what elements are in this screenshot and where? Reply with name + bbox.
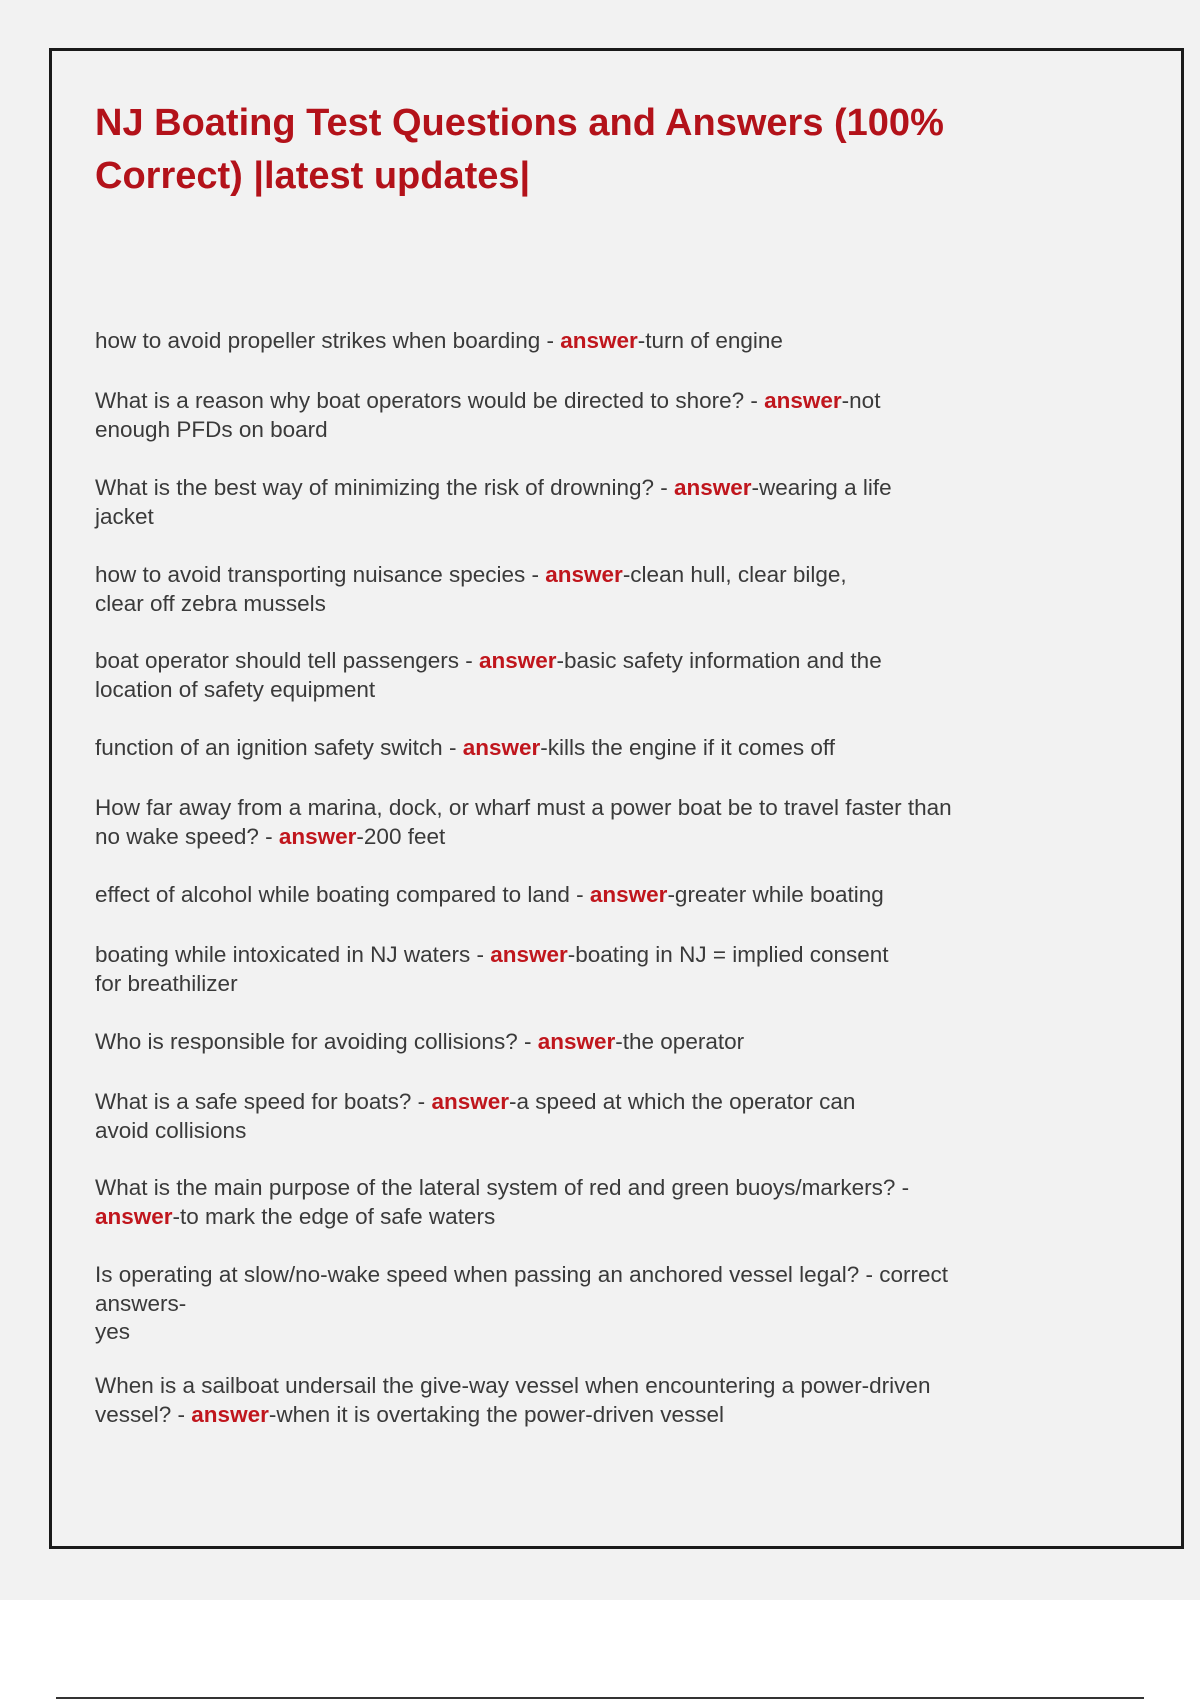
qa-line [95, 1261, 1075, 1290]
qa-item [95, 1174, 1075, 1231]
answer-keyword: answer [545, 562, 623, 587]
qa-line [95, 970, 1075, 999]
question-text: What is the main purpose of the lateral system of red and green buoys/markers? - [95, 1175, 910, 1200]
qa-item [95, 734, 1075, 763]
qa-line [95, 1203, 1075, 1232]
answer-text: -200 feet [356, 823, 446, 849]
question-text: how to avoid propeller strikes when boarding - [95, 328, 561, 353]
qa-item [95, 941, 1075, 998]
question-text: What is a reason why boat operators would be directed to shore? - [95, 388, 765, 413]
question-text: location of safety equipment [95, 676, 376, 702]
qa-item [95, 474, 1075, 531]
qa-line [95, 474, 1075, 503]
question-text: effect of alcohol while boating compared to land - [95, 882, 590, 907]
qa-item [95, 1088, 1075, 1145]
qa-item [95, 327, 1075, 356]
question-text: What is a safe speed for boats? - [95, 1089, 432, 1114]
qa-line [95, 941, 1075, 970]
qa-line [95, 1401, 1075, 1430]
question-text: for breathilizer [95, 970, 238, 996]
qa-line [95, 1174, 1075, 1203]
question-text: How far away from a marina, dock, or wharf must a power boat be to travel faster than [95, 795, 952, 820]
qa-line [95, 823, 1075, 852]
qa-line [95, 561, 1075, 590]
qa-line [95, 327, 1075, 356]
question-text: enough PFDs on board [95, 416, 328, 442]
question-text: answers- [95, 1290, 187, 1316]
answer-text: -basic safety information and the [556, 648, 882, 673]
question-text: vessel? - [95, 1401, 192, 1427]
answer-keyword: answer [560, 328, 638, 353]
qa-line [95, 794, 1075, 823]
answer-keyword: answer [95, 1203, 173, 1229]
question-text: no wake speed? - [95, 823, 279, 849]
question-text: Who is responsible for avoiding collisions? - [95, 1029, 538, 1054]
answer-text: -the operator [615, 1029, 745, 1054]
qa-line [95, 416, 1075, 445]
answer-keyword: answer [478, 648, 557, 673]
qa-item [95, 561, 1075, 618]
question-text: yes [95, 1319, 131, 1344]
qa-line [95, 647, 1075, 676]
answer-keyword: answer [191, 1401, 269, 1427]
qa-line [95, 1117, 1075, 1146]
qa-line [95, 1290, 1075, 1319]
answer-keyword: answer [490, 942, 568, 967]
qa-item [95, 1372, 1075, 1429]
qa-item [95, 794, 1075, 851]
answer-text: -kills the engine if it comes off [540, 735, 835, 760]
qa-line [95, 676, 1075, 705]
question-text: how to avoid transporting nuisance species - [95, 562, 546, 587]
qa-line [95, 1028, 1075, 1057]
footer-divider [56, 1697, 1144, 1699]
answer-text: -wearing a life [751, 475, 892, 500]
answer-keyword: answer [462, 735, 541, 760]
question-text: When is a sailboat undersail the give-way vessel when encountering a power-driven [95, 1373, 931, 1398]
answer-text: -when it is overtaking the power-driven vessel [268, 1401, 725, 1427]
answer-keyword: answer [589, 882, 668, 907]
question-text: clear off zebra mussels [95, 590, 326, 616]
qa-line [95, 1372, 1075, 1401]
qa-line [95, 590, 1075, 619]
answer-keyword: answer [278, 823, 357, 849]
question-text: boating while intoxicated in NJ waters - [95, 942, 491, 967]
qa-item [95, 1261, 1075, 1347]
answer-text: -clean hull, clear bilge, [622, 562, 847, 587]
qa-item [95, 881, 1075, 910]
qa-line [95, 734, 1075, 763]
answer-text: -not [841, 388, 881, 413]
answer-text: -to mark the edge of safe waters [172, 1203, 496, 1229]
qa-line [95, 881, 1075, 910]
question-text: jacket [95, 503, 154, 529]
answer-text: -turn of engine [637, 328, 783, 353]
qa-item [95, 647, 1075, 704]
answer-keyword: answer [673, 475, 752, 500]
qa-line [95, 387, 1075, 416]
question-text: function of an ignition safety switch - [95, 735, 463, 760]
question-text: avoid collisions [95, 1117, 247, 1143]
qa-item [95, 387, 1075, 444]
document-title [95, 97, 995, 203]
answer-text: -boating in NJ = implied consent [567, 942, 889, 967]
qa-line [95, 1318, 1075, 1347]
qa-line [95, 503, 1075, 532]
answer-text: -a speed at which the operator can [508, 1089, 856, 1114]
qa-item [95, 1028, 1075, 1057]
answer-text: -greater while boating [667, 882, 884, 907]
qa-line [95, 1088, 1075, 1117]
answer-keyword: answer [537, 1029, 616, 1054]
question-text: Is operating at slow/no-wake speed when passing an anchored vessel legal? - correct [95, 1262, 948, 1287]
title-line-2: Correct) |latest updates| [95, 155, 531, 197]
title-line-1: NJ Boating Test Questions and Answers (100% [95, 102, 944, 144]
question-text: What is the best way of minimizing the risk of drowning? - [95, 475, 674, 500]
answer-keyword: answer [431, 1089, 509, 1114]
answer-keyword: answer [764, 388, 842, 413]
question-text: boat operator should tell passengers - [95, 648, 479, 673]
